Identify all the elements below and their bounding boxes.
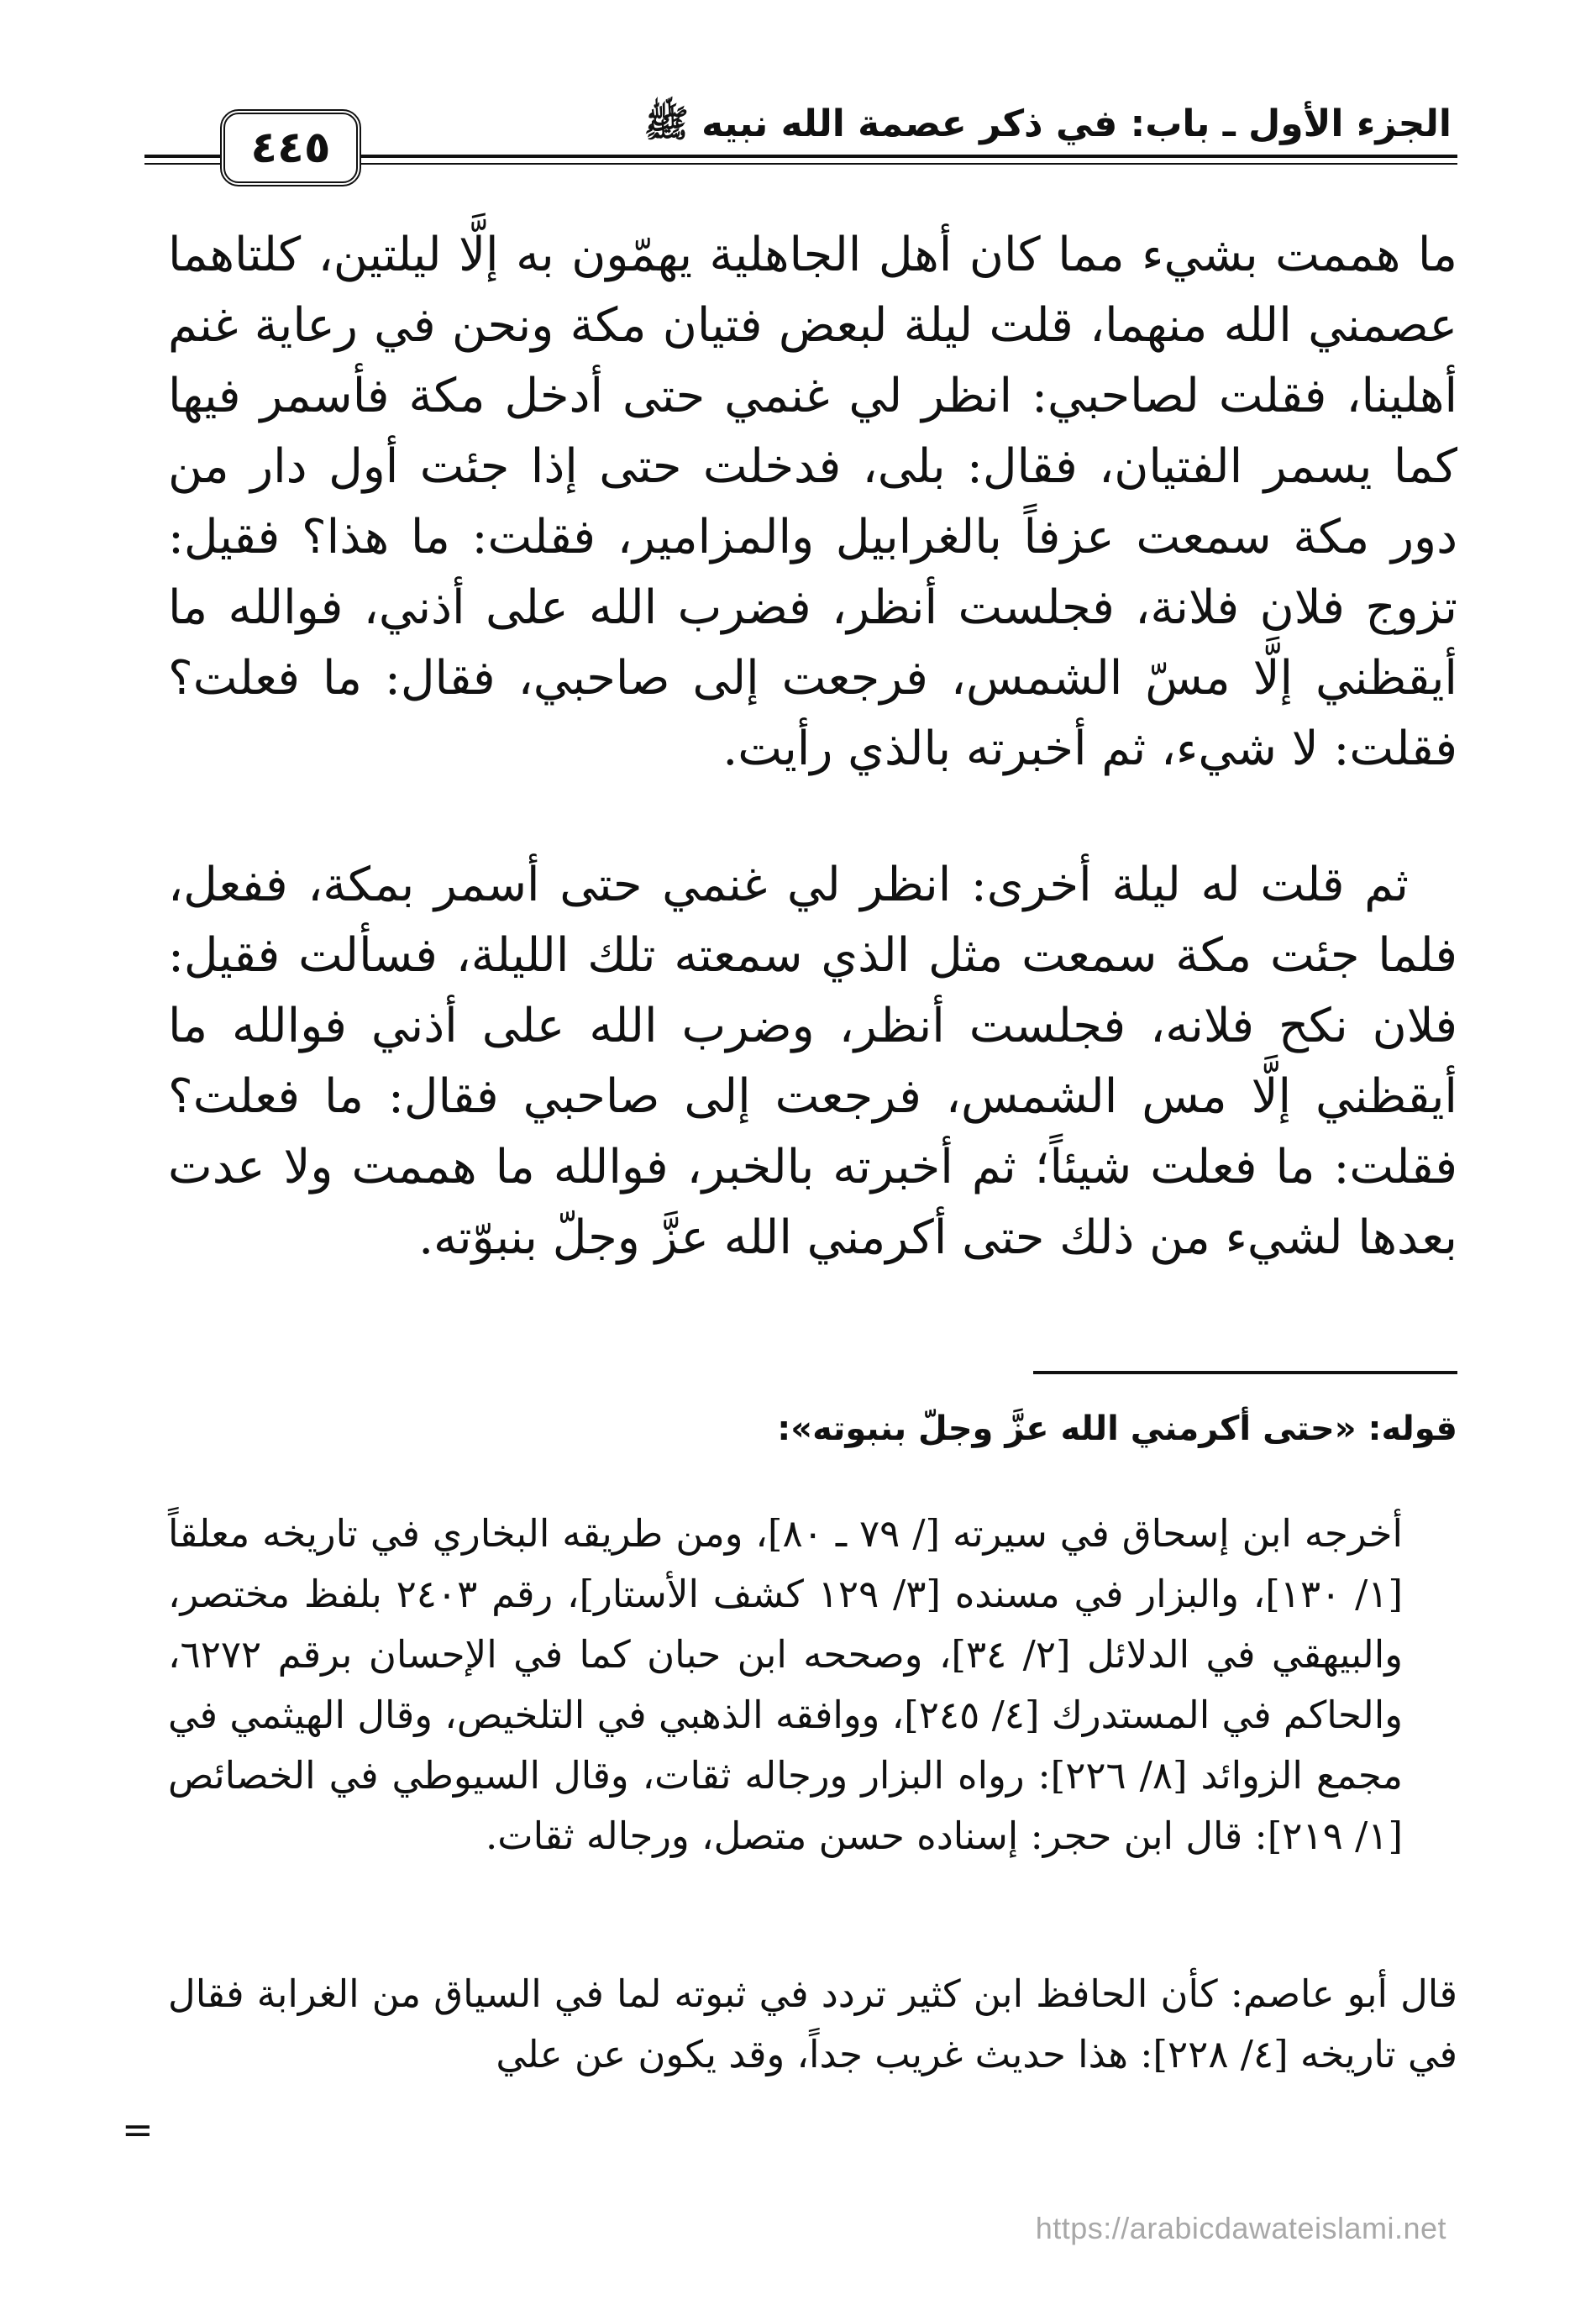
footnote-heading: قوله: «حتى أكرمني الله عزَّ وجلّ بنبوته»:	[777, 1410, 1457, 1448]
main-paragraph-1: ما هممت بشيء مما كان أهل الجاهلية يهمّون به إلَّا ليلتين، كلتاهما عصمني الله منهما، قلت ليلة لبعض فتيان مكة ونحن في رعاية غنم أهلينا، فقلت لصاحبي: انظر لي غنمي حتى أدخل مكة فأسمر فيها كما يسمر الفتيان، فقال: بلى، فدخلت حتى إذا جئت أول دار من دور مكة سمعت عزفاً بالغرابيل والمزامير، فقلت: ما هذا؟ فقيل: تزوج فلان فلانة، فجلست أنظر، فضرب الله على أذني، فوالله ما أيقظني إلَّا مسّ الشمس، فرجعت إلى صاحبي، فقال: ما فعلت؟ فقلت: لا شيء، ثم أخبرته بالذي رأيت.	[168, 228, 1457, 776]
footnote-paragraph-1: أخرجه ابن إسحاق في سيرته [/ ٧٩ ـ ٨٠]، ومن طريقه البخاري في تاريخه معلقاً [١/ ١٣٠]، والبزار في مسنده [٣/ ١٢٩ كشف الأستار]، رقم ٢٤٠٣ بلفظ مختصر، والبيهقي في الدلائل [٢/ ٣٤]، وصححه ابن حبان كما في الإحسان برقم ٦٢٧٢، والحاكم في المستدرك [٤/ ٢٤٥]، ووافقه الذهبي في التلخيص، وقال الهيثمي في مجمع الزوائد [٨/ ٢٢٦]: رواه البزار ورجاله ثقات، وقال السيوطي في الخصائص [١/ ٢١٩]: قال ابن حجر: إسناده حسن متصل، ورجاله ثقات.	[168, 1511, 1404, 1858]
page-number: ٤٤٥	[220, 109, 361, 186]
running-title: الجزء الأول ـ باب: في ذكر عصمة الله نبيه ﷺ	[643, 102, 1452, 145]
watermark-url: https://arabicdawateislami.net	[1035, 2211, 1446, 2245]
footnote-paragraph-2: قال أبو عاصم: كأن الحافظ ابن كثير تردد في ثبوته لما في السياق من الغرابة فقال في تاريخه [٤/ ٢٢٨]: هذا حديث غريب جداً، وقد يكون عن علي	[168, 1971, 1457, 2076]
main-paragraph-2: ثم قلت له ليلة أخرى: انظر لي غنمي حتى أسمر بمكة، ففعل، فلما جئت مكة سمعت مثل الذي سمعته تلك الليلة، فسألت فقيل: فلان نكح فلانه، فجلست أنظر، وضرب الله على أذني فوالله ما أيقظني إلَّا مس الشمس، فرجعت إلى صاحبي فقال: ما فعلت؟ فقلت: ما فعلت شيئاً؛ ثم أخبرته بالخبر، فوالله ما هممت ولا عدت بعدها لشيء من ذلك حتى أكرمني الله عزَّ وجلّ بنبوّته.	[168, 858, 1458, 1265]
continuation-mark: =	[122, 2108, 154, 2152]
footnote-separator	[1033, 1371, 1457, 1374]
